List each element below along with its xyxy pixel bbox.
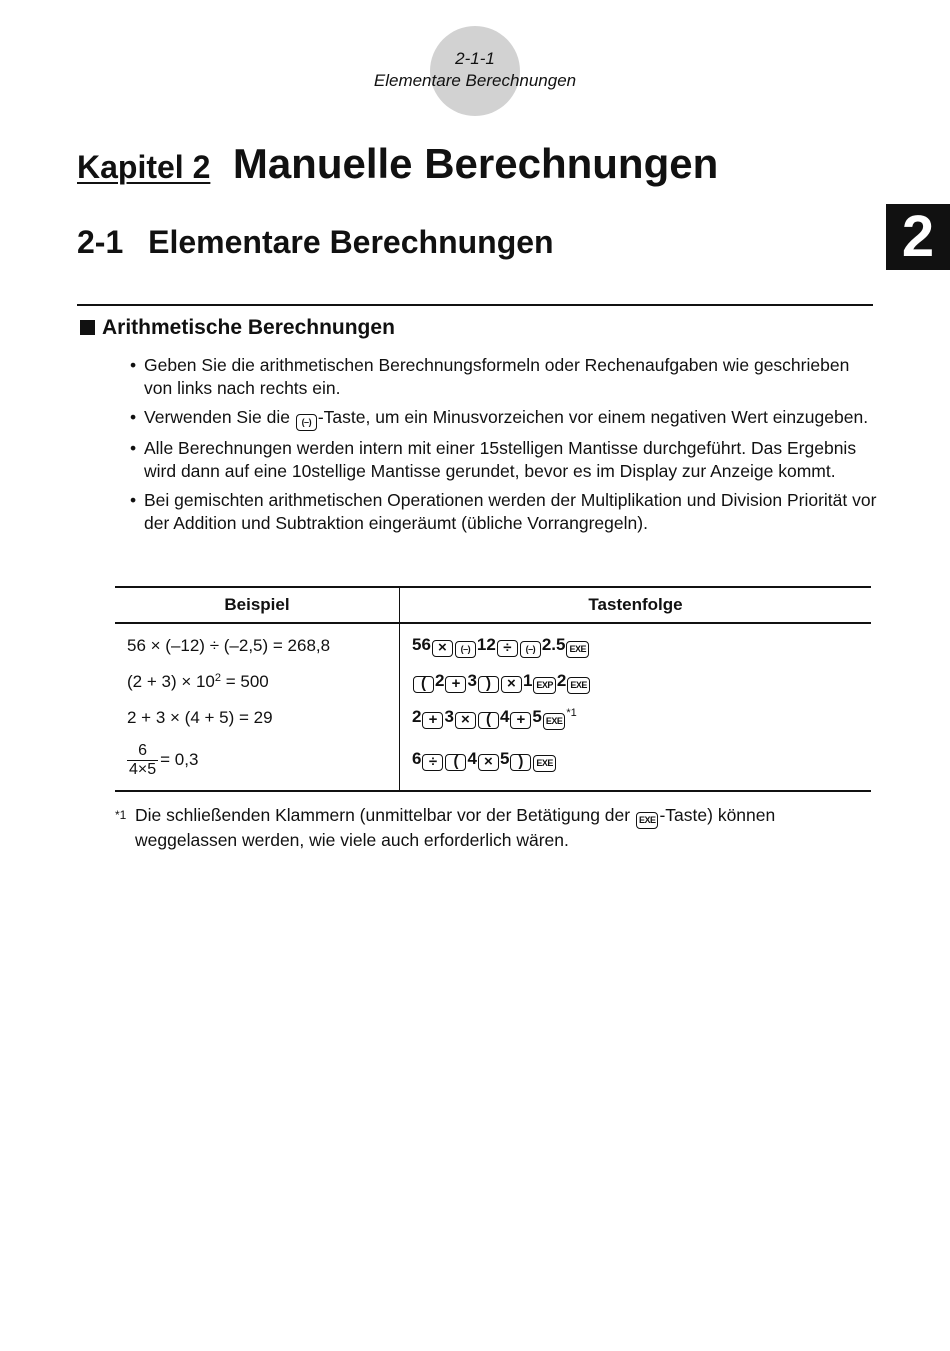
- table-row: [115, 664, 871, 700]
- chapter-tab: 2: [886, 204, 950, 270]
- bullet-item: • Verwenden Sie die (–) -Taste, um ein Minusvorzeichen vor einem negativen Wert einzugeben.: [130, 406, 880, 431]
- bullet-item: • Alle Berechnungen werden intern mit einer 15stelligen Mantisse durchgeführt. Das Ergebnis wird dann auf eine 10stellige Mantisse gerundet, bevor es im Display zur Anzeige kommt.: [130, 437, 880, 483]
- plus-key-icon: +: [445, 676, 466, 693]
- chapter-heading: [77, 140, 718, 188]
- header-keystrokes: Tastenfolge: [588, 595, 683, 614]
- example-table: [115, 586, 871, 792]
- footnote: [115, 804, 875, 852]
- open-paren-key-icon: (: [413, 676, 434, 693]
- open-paren-key-icon: (: [445, 754, 466, 771]
- multiply-key-icon: ×: [455, 712, 476, 729]
- footnote-reference: *1: [566, 706, 577, 719]
- close-paren-key-icon: ): [478, 676, 499, 693]
- table-row: [115, 700, 871, 736]
- section-title: Elementare Berechnungen: [148, 224, 554, 260]
- running-header-title: Elementare Berechnungen: [373, 71, 577, 90]
- divide-key-icon: ÷: [497, 640, 518, 657]
- bullet-item: • Bei gemischten arithmetischen Operationen werden der Multiplikation und Division Priorität vor der Addition und Subtraktion eingeräumt (übliche Vorrangregeln).: [130, 489, 880, 535]
- exp-key-icon: EXP: [533, 677, 556, 694]
- subsection-heading: [80, 316, 395, 340]
- page-number: 2-1-1: [455, 49, 495, 68]
- divide-key-icon: ÷: [422, 754, 443, 771]
- chapter-title: Manuelle Berechnungen: [232, 140, 719, 187]
- fraction: $\frac{6}{4\times 5}$: [129, 741, 157, 778]
- footnote-mark: *1: [115, 808, 127, 822]
- table-header-row: [115, 587, 871, 623]
- bullet-item: • Geben Sie die arithmetischen Berechnungsformeln oder Rechenaufgaben wie geschrieben von links nach rechts ein.: [130, 354, 880, 400]
- table-row: [115, 736, 871, 791]
- multiply-key-icon: ×: [432, 640, 453, 657]
- exe-key-icon: EXE: [543, 713, 566, 730]
- open-paren-key-icon: (: [478, 712, 499, 729]
- example-cell: $\frac{6}{4\times 5}$ = 0,3: [115, 736, 400, 791]
- section-number: 2-1: [77, 224, 124, 260]
- table-row: [115, 623, 871, 664]
- keystroke-cell: 56 × (–) 12 ÷ (–) 2.5 EXE: [400, 623, 872, 664]
- exe-key-icon: EXE: [533, 755, 556, 772]
- section-heading: [77, 224, 554, 261]
- keystroke-cell: 2 + 3 × ( 4 + 5 EXE$^{*1}$: [412, 706, 577, 728]
- keystroke-cell: 6 ÷ ( 4 × 5 ) EXE: [400, 736, 872, 791]
- example-cell: $(2 + 3) \times 10^2 = 500$: [115, 664, 400, 700]
- exe-key-icon: EXE: [636, 812, 659, 829]
- negative-key-icon: (–): [296, 414, 317, 431]
- example-cell: 2 + 3 × (4 + 5) = 29: [115, 700, 400, 736]
- multiply-key-icon: ×: [478, 754, 499, 771]
- subsection-title: Arithmetische Berechnungen: [102, 316, 395, 339]
- header-example: Beispiel: [115, 587, 400, 623]
- footnote-text: Die schließenden Klammern (unmittelbar vor der Betätigung der EXE -Taste) können weggelassen werden, wie viele auch erforderlich wären.: [135, 805, 776, 850]
- square-bullet-icon: [80, 320, 95, 335]
- exe-key-icon: EXE: [566, 641, 589, 658]
- close-paren-key-icon: ): [510, 754, 531, 771]
- exe-key-icon: EXE: [567, 677, 590, 694]
- bullet-list: [130, 354, 880, 541]
- plus-key-icon: +: [510, 712, 531, 729]
- negative-key-icon: (–): [520, 641, 541, 658]
- section-divider: [77, 304, 873, 306]
- negative-key-icon: (–): [455, 641, 476, 658]
- example-cell: 56 × (–12) ÷ (–2,5) = 268,8: [115, 623, 400, 664]
- keystroke-cell: ( 2 + 3 ) × 1 EXP 2 EXE: [400, 664, 872, 700]
- multiply-key-icon: ×: [501, 676, 522, 693]
- chapter-label: Kapitel 2: [77, 149, 211, 185]
- plus-key-icon: +: [422, 712, 443, 729]
